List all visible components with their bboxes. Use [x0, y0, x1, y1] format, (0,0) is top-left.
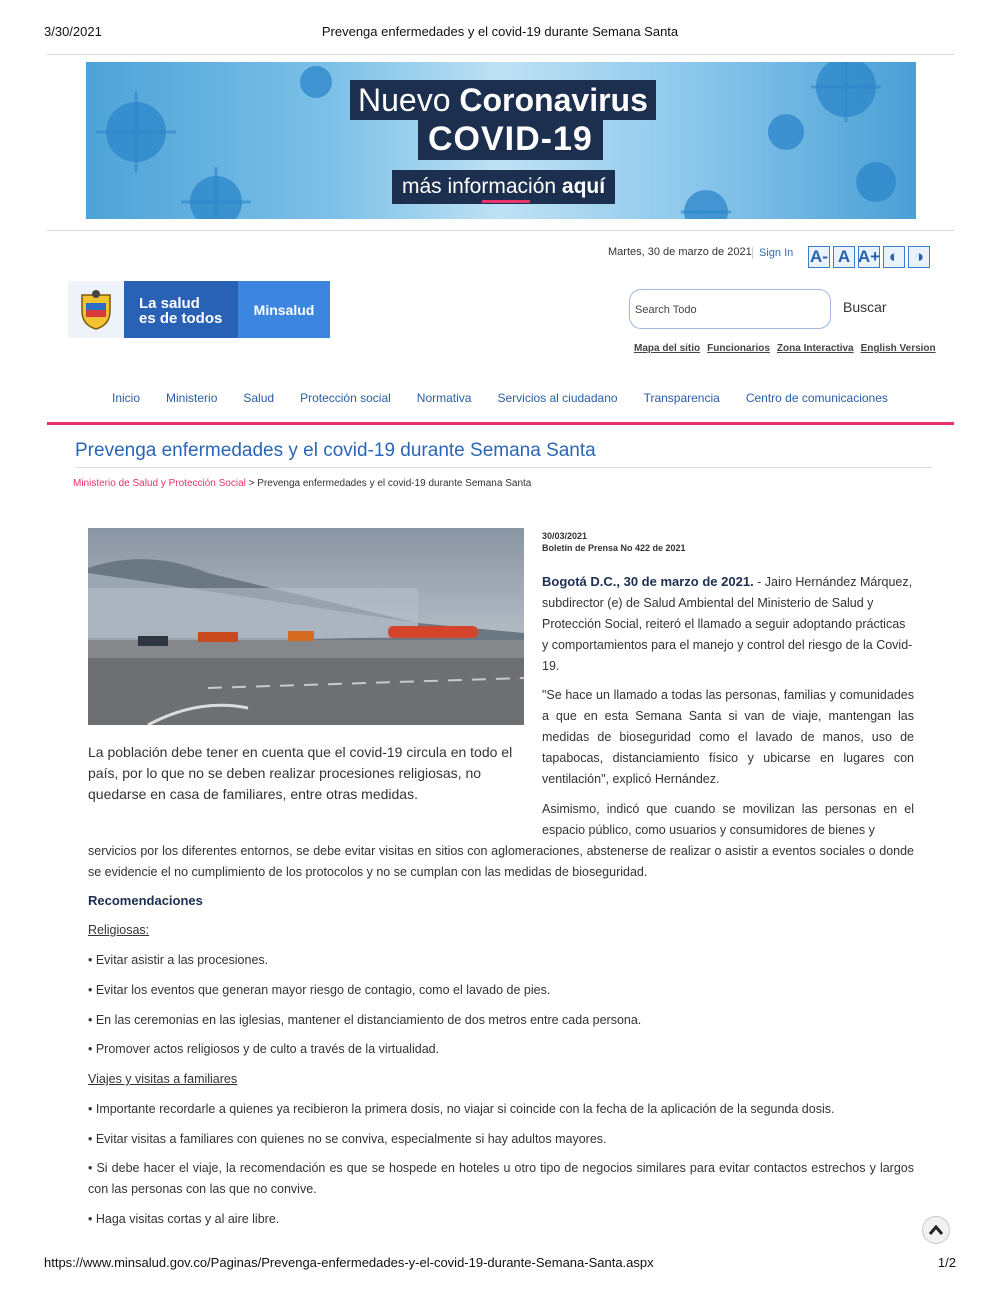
- list-item: • Evitar visitas a familiares con quienes no se conviva, especialmente si hay adultos mayores.: [88, 1132, 607, 1146]
- list-item: • Haga visitas cortas y al aire libre.: [88, 1212, 280, 1226]
- bulletin-number: Boletín de Prensa No 422 de 2021: [542, 543, 686, 553]
- travel-subheading: Viajes y visitas a familiares: [88, 1072, 238, 1086]
- nav-item-ministerio[interactable]: Ministerio: [166, 391, 218, 405]
- list-item: • Evitar asistir a las procesiones.: [88, 953, 269, 967]
- print-title: Prevenga enfermedades y el covid-19 durante Semana Santa: [321, 24, 679, 39]
- lead-paragraph: [542, 571, 914, 677]
- print-footer: [44, 1255, 956, 1273]
- interactive-zone-link[interactable]: Zona Interactiva: [776, 343, 854, 354]
- breadcrumb-current: Prevenga enfermedades y el covid-19 durante Semana Santa: [257, 478, 532, 489]
- paragraph-3-start: Asimismo, indicó que cuando se movilizan las personas en el espacio público, como usuarios y consumidores de bienes y: [542, 802, 914, 837]
- paragraph-3-end: servicios por los diferentes entornos, se debe evitar visitas en sitios con aglomeraciones, abstenerse de realizar o asistir a eventos sociales o donde se evidencie el no cumplimiento de los protocolos y no se cumplan con las medidas de bioseguridad.: [88, 844, 914, 879]
- nav-accent-bar: [47, 422, 954, 425]
- article-photo: [88, 528, 524, 725]
- top-divider: [47, 54, 954, 55]
- nav-item-proteccion-social[interactable]: Protección social: [300, 391, 391, 405]
- top-links: [634, 343, 936, 354]
- list-item: • Evitar los eventos que generan mayor riesgo de contagio, como el lavado de pies.: [88, 983, 551, 997]
- list-item: • Si debe hacer el viaje, la recomendación es que se hospede en hoteles u otro tipo de negocios similares para evitar contactos estrechos y largos con las personas con las que no convive.: [88, 1161, 914, 1196]
- officials-link[interactable]: Funcionarios: [707, 343, 770, 354]
- lead-text: - Jairo Hernández Márquez, subdirector (e) de Salud Ambiental del Ministerio de Salud y Protección Social, reiteró el llamado a seguir adoptando prácticas y comportamientos para el manejo y control del riesgo de la Covid-19.: [542, 575, 913, 673]
- banner-line-1: Nuevo Coronavirus: [350, 80, 656, 120]
- font-increase-button[interactable]: A+: [857, 247, 881, 266]
- print-url: https://www.minsalud.gov.co/Paginas/Prevenga-enfermedades-y-el-covid-19-durante-Semana-Santa.aspx: [44, 1255, 654, 1270]
- contrast-dark-button[interactable]: ◑: [908, 246, 930, 268]
- contrast-light-button[interactable]: ◐: [883, 246, 905, 268]
- print-header: [44, 24, 956, 42]
- nav-item-comunicaciones[interactable]: Centro de comunicaciones: [745, 391, 888, 405]
- search-input[interactable]: Search Todo: [629, 289, 831, 329]
- logo-entity: Minsalud: [238, 281, 330, 338]
- current-date: Martes, 30 de marzo de 2021: [608, 246, 752, 258]
- main-nav: [112, 391, 914, 405]
- title-divider: [75, 467, 932, 468]
- sign-in-link[interactable]: Sign In: [752, 247, 793, 259]
- covid-banner[interactable]: [86, 62, 916, 219]
- list-item: • Importante recordarle a quienes ya recibieron la primera dosis, no viajar si coincide con la fecha de la aplicación de la segunda dosis.: [88, 1102, 835, 1116]
- print-date: 3/30/2021: [44, 24, 102, 39]
- search-button[interactable]: Buscar: [843, 299, 887, 315]
- tagline-line-2: es de todos: [139, 310, 223, 327]
- quote-paragraph: "Se hace un llamado a todas las personas, familias y comunidades a que en esta Semana Santa si van de viaje, mantengan las medidas de bioseguridad como el lavado de manos, uso de tapabocas, distanciamiento físico y ubicarse en lugares con ventilación", explicó Hernández.: [542, 688, 914, 786]
- font-reset-button[interactable]: A: [833, 246, 855, 268]
- nav-item-salud[interactable]: Salud: [243, 391, 275, 405]
- photo-caption: La población debe tener en cuenta que el covid-19 circula en todo el país, por lo que no se deben realizar procesiones religiosas, no quedarse en casa de familiares, entre otras medidas.: [88, 744, 513, 802]
- recommendations-heading: Recomendaciones: [88, 893, 203, 908]
- minsalud-logo[interactable]: [68, 281, 330, 338]
- religious-subheading: Religiosas:: [88, 923, 150, 937]
- page-title: Prevenga enfermedades y el covid-19 durante Semana Santa: [75, 440, 596, 461]
- banner-divider: [47, 230, 954, 231]
- nav-item-servicios[interactable]: Servicios al ciudadano: [497, 391, 618, 405]
- accessibility-controls: [808, 246, 930, 268]
- print-page-number: 1/2: [937, 1255, 956, 1270]
- lead-dateline: Bogotá D.C., 30 de marzo de 2021.: [542, 574, 754, 589]
- list-item: • Promover actos religiosos y de culto a través de la virtualidad.: [88, 1042, 440, 1056]
- coat-of-arms-icon: [68, 281, 124, 338]
- back-to-top-button[interactable]: [922, 1216, 950, 1244]
- banner-line-3: más información aquí: [392, 170, 615, 204]
- nav-item-transparencia[interactable]: Transparencia: [643, 391, 720, 405]
- banner-line-2: COVID-19: [418, 118, 603, 160]
- list-item: • En las ceremonias en las iglesias, mantener el distanciamiento de dos metros entre cada persona.: [88, 1013, 642, 1027]
- breadcrumb: [73, 478, 531, 489]
- article-meta: [542, 530, 686, 554]
- english-version-link[interactable]: English Version: [860, 343, 936, 354]
- chevron-up-icon: [929, 1225, 943, 1235]
- banner-underline: [482, 200, 530, 203]
- breadcrumb-home-link[interactable]: Ministerio de Salud y Protección Social: [73, 478, 246, 489]
- breadcrumb-separator: >: [245, 478, 258, 489]
- nav-item-normativa[interactable]: Normativa: [416, 391, 472, 405]
- tagline-line-1: La salud: [139, 295, 200, 312]
- logo-tagline: [124, 281, 238, 338]
- font-decrease-button[interactable]: A-: [808, 246, 830, 268]
- article-date: 30/03/2021: [542, 531, 588, 541]
- sitemap-link[interactable]: Mapa del sitio: [634, 343, 701, 354]
- nav-item-inicio[interactable]: Inicio: [112, 391, 141, 405]
